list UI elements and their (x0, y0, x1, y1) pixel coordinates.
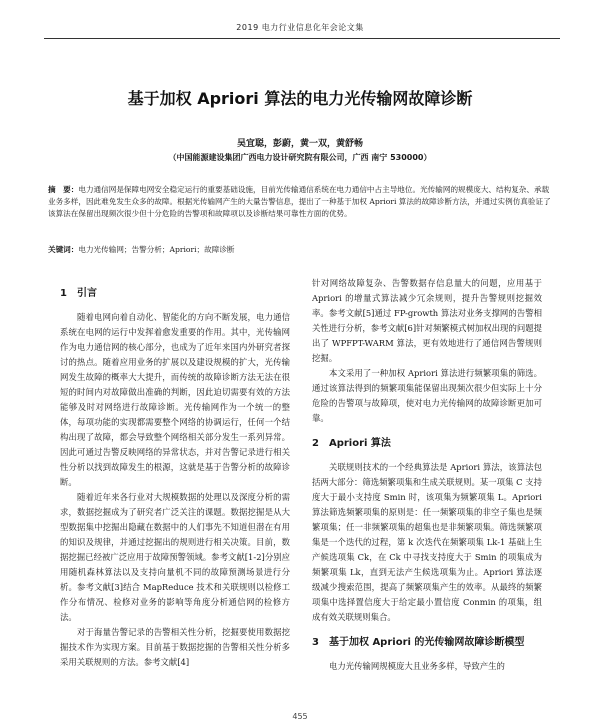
author-list: 吴宜聪，彭蔚，黄一双，黄舒畅 (236, 139, 363, 149)
abstract-label: 摘 要： (48, 185, 79, 194)
right-column (312, 276, 542, 674)
section-heading-model: 3 基于加权 Apriori 的光传输网故障诊断模型 (312, 637, 525, 648)
section-heading-apriori: 2 Apriori 算法 (312, 438, 391, 449)
keywords-text: 电力光传输网；告警分析；Apriori；故障诊断 (78, 245, 235, 254)
header-rule (44, 38, 560, 39)
keywords-label: 关键词： (48, 245, 79, 254)
abstract-text: 电力通信网是保障电网安全稳定运行的重要基础设施，目前光传输通信系统在电力通信中占主导地位。光传输网的规模庞大、结构复杂、承载业务多样，因此难免发生众多的故障。根据光传输网产生的大量告警信息，提出了一种基于加权 Apriori 算法的故障诊断方法，并通过实例仿真验证了该算法在保留出现频次很少但十分危险的告警项和故障项以及诊断结果可靠性方面的优势。 (48, 185, 551, 218)
paper-title: 基于加权 Apriori 算法的电力光传输网故障诊断 (127, 89, 473, 108)
body-paragraph: 随着近年来各行业对大规模数据的处理以及深度分析的需求，数据挖掘成为了研究者广泛关注的课题。数据挖掘是从大型数据集中挖掘出隐藏在数据中的人们事先不知道但潜在有用的知识及规律，并通过挖掘出的规则进行相关决策。目前，数据挖掘已经被广泛应用于故障预警领域。参考文献[1-2]分别应用随机森林算法以及支持向量机不同的故障预测场景进行分析。参考文献[3]结合 MapReduce 技术和关联规则以检修工作分布情况、检修对业务的影响等角度分析通信网的检修方法。 (60, 492, 290, 622)
running-header: 2019 电力行业信息化年会论文集 (236, 23, 364, 32)
body-paragraph: 对于海量告警记录的告警相关性分析，挖掘要使用数据挖掘技术作为实现方案。目前基于数据挖掘的告警相关性分析多采用关联规则的方法。参考文献[4] (60, 627, 290, 667)
body-paragraph: 针对网络故障复杂、告警数据存信息量大的问题，应用基于 Apriori 的增量式算法减少冗余规则，提升告警规则挖掘效率。参考文献[5]通过 FP-growth 算法对业务支撑网的告警相关性进行分析，参考文献[6]针对频繁模式树加权出现的问题提出了 WPFPT-WARM 算法，更有效地进行了通信网告警规则挖掘。 (312, 278, 542, 363)
left-column (60, 276, 290, 670)
page-number: 455 (292, 712, 308, 721)
body-paragraph: 电力光传输网规模庞大且业务多样，导致产生的 (329, 661, 505, 671)
body-paragraph: 关联规则技术的一个经典算法是 Apriori 算法，该算法包括两大部分：筛选频繁项集和生成关联规则。某一项集 C 支持度大于最小支持度 Smin 时，该项集为频繁项集 L。Apriori 算法筛选频繁项集的原则是：任一频繁项集的非空子集也是频繁项集；任一非频繁项集的超集也是非频繁项集。筛选频繁项集是一个迭代的过程，第 k 次迭代在频繁项集 Lk-1 基础上生产候选项集 Ck，在 Ck 中寻找支持度大于 Smin 的项集成为频繁项集 Lk，直到无法产生候选项集为止。Apriori 算法逐级减少搜索范围，提高了频繁项集产生的效率。从最终的频繁项集中选择置信度大于给定最小置信度 Conmin 的项集，组成有效关联规则集合。 (312, 462, 542, 622)
author-affiliation: （中国能源建设集团广西电力设计研究院有限公司，广西 南宁 530000） (168, 153, 432, 162)
keywords (48, 244, 554, 256)
body-paragraph: 随着电网向着自动化、智能化的方向不断发展，电力通信系统在电网的运行中发挥着愈发重要的作用。其中，光传输网作为电力通信网的核心部分，也成为了近年来国内外研究者探讨的热点。随着应用业务的扩展以及建设规模的扩大，光传输网发生故障的概率大大提升，而传统的故障诊断方法无法在很短的时间内对故障做出准确的判断，因此迫切需要有效的方法能够及时对网络进行故障诊断。光传输网作为一个统一的整体，每项功能的实现都需要整个网络的协调运行，任何一个结构出现了故障，都会导致整个网络相关部分发生一系列异常。因此可通过告警反映网络的异常状态，并对告警记录进行相关性分析以找到故障发生的根源，这就是基于告警分析的故障诊断。 (60, 312, 290, 487)
section-heading-introduction: 1 引言 (60, 288, 97, 299)
abstract (48, 184, 554, 220)
body-paragraph: 本文采用了一种加权 Apriori 算法进行频繁项集的筛选。通过该算法得到的频繁项集能保留出现频次很少但实际上十分危险的告警项与故障项，使对电力光传输网的故障诊断更加可靠。 (312, 368, 542, 423)
